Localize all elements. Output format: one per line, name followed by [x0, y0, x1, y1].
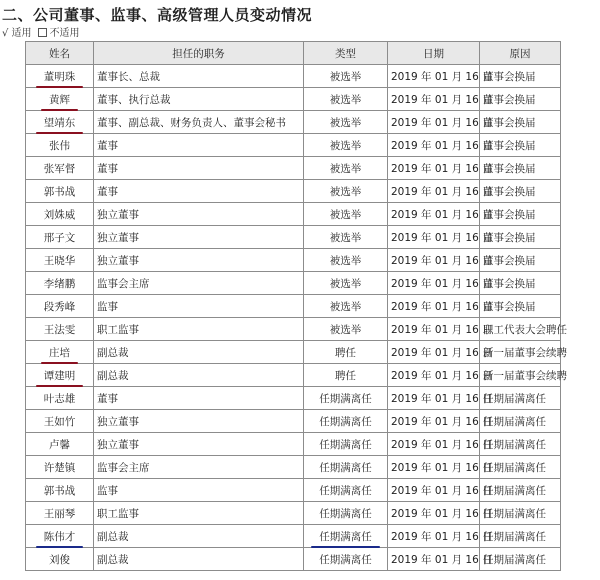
- cell-reason: [480, 226, 561, 249]
- cell-name-text: 李绪鹏: [43, 277, 76, 290]
- cell-name: [26, 157, 94, 180]
- cell-role-text: 监事: [97, 484, 118, 497]
- cell-date-text: 2019 年 01 月 16 日: [391, 484, 493, 497]
- cell-role: [94, 226, 304, 249]
- cell-date-text: 2019 年 01 月 16 日: [391, 254, 493, 267]
- table-row: [26, 226, 561, 249]
- cell-name: [26, 249, 94, 272]
- cell-type-text: 被选举: [329, 254, 362, 267]
- cell-role-text: 董事: [97, 162, 118, 175]
- cell-role-text: 独立董事: [97, 438, 139, 451]
- cell-role-text: 监事: [97, 300, 118, 313]
- cell-date: [388, 318, 493, 341]
- cell-type: [304, 479, 388, 502]
- cell-role: [94, 456, 304, 479]
- personnel-change-table: [25, 41, 567, 571]
- cell-reason-text: 任期届满离任: [483, 553, 546, 566]
- cell-name: [26, 226, 94, 249]
- cell-reason: [480, 295, 561, 318]
- cell-date: [388, 272, 493, 295]
- cell-reason-text: 董事会换届: [483, 93, 536, 106]
- cell-role: [94, 479, 304, 502]
- cell-date-text: 2019 年 01 月 16 日: [391, 507, 493, 520]
- cell-name: [26, 65, 94, 88]
- cell-name: [26, 318, 94, 341]
- cell-name-text: 王丽琴: [43, 507, 76, 520]
- cell-type-text: 任期满离任: [319, 415, 372, 428]
- cell-reason-text: 董事会换届: [483, 162, 536, 175]
- cell-date-text: 2019 年 01 月 16 日: [391, 185, 493, 198]
- cell-type: [304, 525, 388, 548]
- cell-date: [388, 479, 493, 502]
- cell-type: [304, 410, 388, 433]
- table-body: [26, 65, 567, 571]
- cell-role: [94, 272, 304, 295]
- cell-date: [388, 341, 493, 364]
- cell-name-text: 董明珠: [43, 70, 76, 83]
- cell-role: [94, 341, 304, 364]
- cell-role: [94, 525, 304, 548]
- cell-type-text: 任期满离任: [319, 530, 372, 543]
- table-row: [26, 410, 561, 433]
- cell-name-text: 张军督: [43, 162, 76, 175]
- cell-date: [388, 203, 493, 226]
- cell-reason: [480, 479, 561, 502]
- cell-type: [304, 295, 388, 318]
- cell-date-text: 2019 年 01 月 16 日: [391, 553, 493, 566]
- cell-type-text: 被选举: [329, 162, 362, 175]
- cell-role: [94, 65, 304, 88]
- cell-date-text: 2019 年 01 月 16 日: [391, 415, 493, 428]
- table-header-row: [26, 42, 561, 65]
- cell-reason-text: 任期届满离任: [483, 461, 546, 474]
- cell-type-text: 任期满离任: [319, 461, 372, 474]
- cell-reason: [480, 249, 561, 272]
- cell-date-text: 2019 年 01 月 16 日: [391, 530, 493, 543]
- cell-date: [388, 502, 493, 525]
- cell-date: [388, 134, 493, 157]
- cell-reason: [480, 364, 567, 387]
- cell-name-text: 卢馨: [49, 438, 70, 451]
- table-row: [26, 180, 561, 203]
- cell-name: [26, 180, 94, 203]
- table-row: [26, 134, 561, 157]
- cell-type: [304, 226, 388, 249]
- cell-name-text: 许楚镇: [43, 461, 76, 474]
- cell-name-text: 黄辉: [49, 93, 70, 106]
- cell-type-text: 任期满离任: [319, 507, 372, 520]
- cell-reason: [480, 548, 561, 571]
- cell-role: [94, 203, 304, 226]
- cell-reason: [480, 157, 561, 180]
- cell-reason: [480, 65, 561, 88]
- cell-type: [304, 134, 388, 157]
- cell-role: [94, 548, 304, 571]
- cell-name-text: 叶志雄: [43, 392, 76, 405]
- cell-name: [26, 341, 94, 364]
- cell-reason-text: 董事会换届: [483, 116, 536, 129]
- table-row: [26, 111, 561, 134]
- cell-type: [304, 433, 388, 456]
- cell-date: [388, 364, 493, 387]
- cell-reason-text: 董事会换届: [483, 70, 536, 83]
- cell-role-text: 职工监事: [97, 507, 139, 520]
- table-row: [26, 157, 561, 180]
- cell-role-text: 董事、执行总裁: [97, 93, 171, 106]
- table-row: [26, 364, 561, 387]
- cell-role: [94, 180, 304, 203]
- cell-name: [26, 456, 94, 479]
- cell-reason-text: 任期届满离任: [483, 415, 546, 428]
- header-role: 担任的职务: [94, 42, 304, 65]
- cell-name-text: 谭建明: [43, 369, 76, 382]
- cell-date: [388, 548, 493, 571]
- header-name: 姓名: [26, 42, 94, 65]
- table-row: [26, 548, 561, 571]
- table-row: [26, 502, 561, 525]
- cell-date-text: 2019 年 01 月 16 日: [391, 70, 493, 83]
- cell-date: [388, 180, 493, 203]
- cell-role-text: 职工监事: [97, 323, 139, 336]
- cell-name: [26, 295, 94, 318]
- cell-name-text: 郭书战: [43, 484, 76, 497]
- cell-reason: [480, 525, 561, 548]
- applicable-label: √ 适用: [2, 28, 32, 39]
- cell-type-text: 任期满离任: [319, 438, 372, 451]
- cell-reason-text: 董事会换届: [483, 231, 536, 244]
- cell-name: [26, 502, 94, 525]
- cell-reason-text: 新一届董事会续聘: [483, 369, 567, 382]
- cell-reason-text: 董事会换届: [483, 300, 536, 313]
- cell-date: [388, 88, 493, 111]
- cell-date-text: 2019 年 01 月 16 日: [391, 231, 493, 244]
- cell-reason-text: 董事会换届: [483, 277, 536, 290]
- cell-role: [94, 88, 304, 111]
- cell-type-text: 被选举: [329, 277, 362, 290]
- cell-date-text: 2019 年 01 月 16 日: [391, 392, 493, 405]
- cell-date: [388, 410, 493, 433]
- cell-role: [94, 387, 304, 410]
- cell-role: [94, 364, 304, 387]
- cell-role-text: 独立董事: [97, 415, 139, 428]
- applicability-line: [2, 24, 80, 39]
- cell-reason: [480, 410, 561, 433]
- cell-date-text: 2019 年 01 月 16 日: [391, 208, 493, 221]
- cell-name-text: 刘姝威: [43, 208, 76, 221]
- cell-name-text: 段秀峰: [43, 300, 76, 313]
- header-date: 日期: [388, 42, 480, 65]
- cell-date-text: 2019 年 01 月 16 日: [391, 139, 493, 152]
- cell-role-text: 董事、副总裁、财务负责人、董事会秘书: [97, 116, 286, 129]
- cell-name: [26, 479, 94, 502]
- cell-type-text: 被选举: [329, 231, 362, 244]
- cell-type: [304, 548, 388, 571]
- not-applicable-label: 不适用: [49, 28, 80, 39]
- cell-type: [304, 272, 388, 295]
- cell-date-text: 2019 年 01 月 16 日: [391, 116, 493, 129]
- cell-date: [388, 295, 493, 318]
- cell-name: [26, 410, 94, 433]
- cell-reason: [480, 111, 561, 134]
- cell-type-text: 聘任: [335, 369, 356, 382]
- cell-role-text: 董事: [97, 392, 118, 405]
- cell-date-text: 2019 年 01 月 16 日: [391, 162, 493, 175]
- table-row: [26, 479, 561, 502]
- cell-type-text: 任期满离任: [319, 484, 372, 497]
- cell-date-text: 2019 年 01 月 16 日: [391, 461, 493, 474]
- cell-type: [304, 111, 388, 134]
- cell-reason: [480, 272, 561, 295]
- cell-name: [26, 134, 94, 157]
- cell-reason-text: 董事会换届: [483, 208, 536, 221]
- cell-type-text: 被选举: [329, 139, 362, 152]
- cell-reason-text: 职工代表大会聘任: [483, 323, 567, 336]
- cell-type: [304, 157, 388, 180]
- cell-reason: [480, 502, 561, 525]
- cell-reason-text: 任期届满离任: [483, 484, 546, 497]
- table-row: [26, 318, 561, 341]
- cell-type: [304, 502, 388, 525]
- cell-date-text: 2019 年 01 月 16 日: [391, 300, 493, 313]
- cell-name: [26, 111, 94, 134]
- table-row: [26, 272, 561, 295]
- cell-name-text: 王晓华: [43, 254, 76, 267]
- cell-name: [26, 433, 94, 456]
- cell-type: [304, 249, 388, 272]
- cell-name-text: 陈伟才: [43, 530, 76, 543]
- table-row: [26, 456, 561, 479]
- cell-reason-text: 任期届满离任: [483, 530, 546, 543]
- cell-type-text: 被选举: [329, 93, 362, 106]
- table-row: [26, 203, 561, 226]
- cell-type: [304, 364, 388, 387]
- cell-reason: [480, 318, 567, 341]
- cell-date: [388, 157, 493, 180]
- cell-role: [94, 318, 304, 341]
- cell-type-text: 任期满离任: [319, 392, 372, 405]
- cell-type-text: 被选举: [329, 300, 362, 313]
- cell-reason-text: 新一届董事会续聘: [483, 346, 567, 359]
- cell-date-text: 2019 年 01 月 16 日: [391, 93, 493, 106]
- cell-type-text: 被选举: [329, 116, 362, 129]
- cell-name-text: 王法雯: [43, 323, 76, 336]
- table-row: [26, 387, 561, 410]
- cell-date: [388, 433, 493, 456]
- cell-type-text: 被选举: [329, 208, 362, 221]
- cell-type-text: 被选举: [329, 185, 362, 198]
- cell-date-text: 2019 年 01 月 16 日: [391, 277, 493, 290]
- cell-type: [304, 341, 388, 364]
- cell-type: [304, 387, 388, 410]
- cell-reason-text: 任期届满离任: [483, 438, 546, 451]
- cell-role: [94, 433, 304, 456]
- cell-name: [26, 525, 94, 548]
- cell-type: [304, 65, 388, 88]
- cell-type-text: 被选举: [329, 323, 362, 336]
- cell-name-text: 王如竹: [43, 415, 76, 428]
- cell-name: [26, 272, 94, 295]
- cell-role-text: 副总裁: [97, 346, 129, 359]
- cell-type: [304, 318, 388, 341]
- cell-role: [94, 249, 304, 272]
- cell-role-text: 独立董事: [97, 231, 139, 244]
- cell-type-text: 聘任: [335, 346, 356, 359]
- cell-reason: [480, 456, 561, 479]
- cell-type: [304, 203, 388, 226]
- cell-role: [94, 157, 304, 180]
- cell-role-text: 监事会主席: [97, 461, 150, 474]
- cell-role-text: 独立董事: [97, 254, 139, 267]
- cell-reason-text: 任期届满离任: [483, 507, 546, 520]
- cell-reason: [480, 203, 561, 226]
- cell-role-text: 副总裁: [97, 553, 129, 566]
- table-row: [26, 525, 561, 548]
- cell-reason: [480, 134, 561, 157]
- cell-reason: [480, 180, 561, 203]
- cell-role: [94, 295, 304, 318]
- section-heading: 二、公司董事、监事、高级管理人员变动情况: [2, 6, 313, 24]
- cell-date-text: 2019 年 01 月 16 日: [391, 323, 493, 336]
- cell-role-text: 副总裁: [97, 369, 129, 382]
- cell-type-text: 任期满离任: [319, 553, 372, 566]
- cell-name-text: 望靖东: [43, 116, 76, 129]
- cell-reason: [480, 387, 561, 410]
- cell-date-text: 2019 年 01 月 16 日: [391, 369, 493, 382]
- cell-role: [94, 410, 304, 433]
- cell-type: [304, 180, 388, 203]
- cell-role: [94, 502, 304, 525]
- cell-name: [26, 364, 94, 387]
- cell-date: [388, 525, 493, 548]
- table-row: [26, 249, 561, 272]
- cell-date: [388, 456, 493, 479]
- cell-reason: [480, 433, 561, 456]
- table-row: [26, 295, 561, 318]
- table-row: [26, 341, 561, 364]
- cell-role-text: 董事长、总裁: [97, 70, 160, 83]
- cell-date-text: 2019 年 01 月 16 日: [391, 346, 493, 359]
- cell-role-text: 董事: [97, 185, 118, 198]
- cell-name-text: 刘俊: [49, 553, 70, 566]
- cell-date: [388, 387, 493, 410]
- table-row: [26, 65, 561, 88]
- cell-reason: [480, 88, 561, 111]
- cell-name-text: 邢子文: [43, 231, 76, 244]
- cell-role-text: 独立董事: [97, 208, 139, 221]
- cell-name: [26, 203, 94, 226]
- cell-role-text: 监事会主席: [97, 277, 150, 290]
- cell-date: [388, 249, 493, 272]
- cell-reason-text: 董事会换届: [483, 185, 536, 198]
- header-reason: 原因: [480, 42, 561, 65]
- cell-date: [388, 226, 493, 249]
- cell-type-text: 被选举: [329, 70, 362, 83]
- cell-type: [304, 88, 388, 111]
- cell-name-text: 庄培: [49, 346, 70, 359]
- cell-date: [388, 65, 493, 88]
- cell-reason-text: 任期届满离任: [483, 392, 546, 405]
- table-row: [26, 433, 561, 456]
- cell-name-text: 郭书战: [43, 185, 76, 198]
- table-row: [26, 88, 561, 111]
- cell-name: [26, 548, 94, 571]
- cell-role-text: 董事: [97, 139, 118, 152]
- unchecked-box-icon: [38, 28, 47, 37]
- cell-type: [304, 456, 388, 479]
- cell-date: [388, 111, 493, 134]
- header-type: 类型: [304, 42, 388, 65]
- cell-name-text: 张伟: [49, 139, 70, 152]
- cell-name: [26, 88, 94, 111]
- cell-role: [94, 134, 304, 157]
- cell-role-text: 副总裁: [97, 530, 129, 543]
- cell-name: [26, 387, 94, 410]
- cell-reason-text: 董事会换届: [483, 139, 536, 152]
- cell-reason: [480, 341, 567, 364]
- cell-role: [94, 111, 304, 134]
- cell-date-text: 2019 年 01 月 16 日: [391, 438, 493, 451]
- cell-reason-text: 董事会换届: [483, 254, 536, 267]
